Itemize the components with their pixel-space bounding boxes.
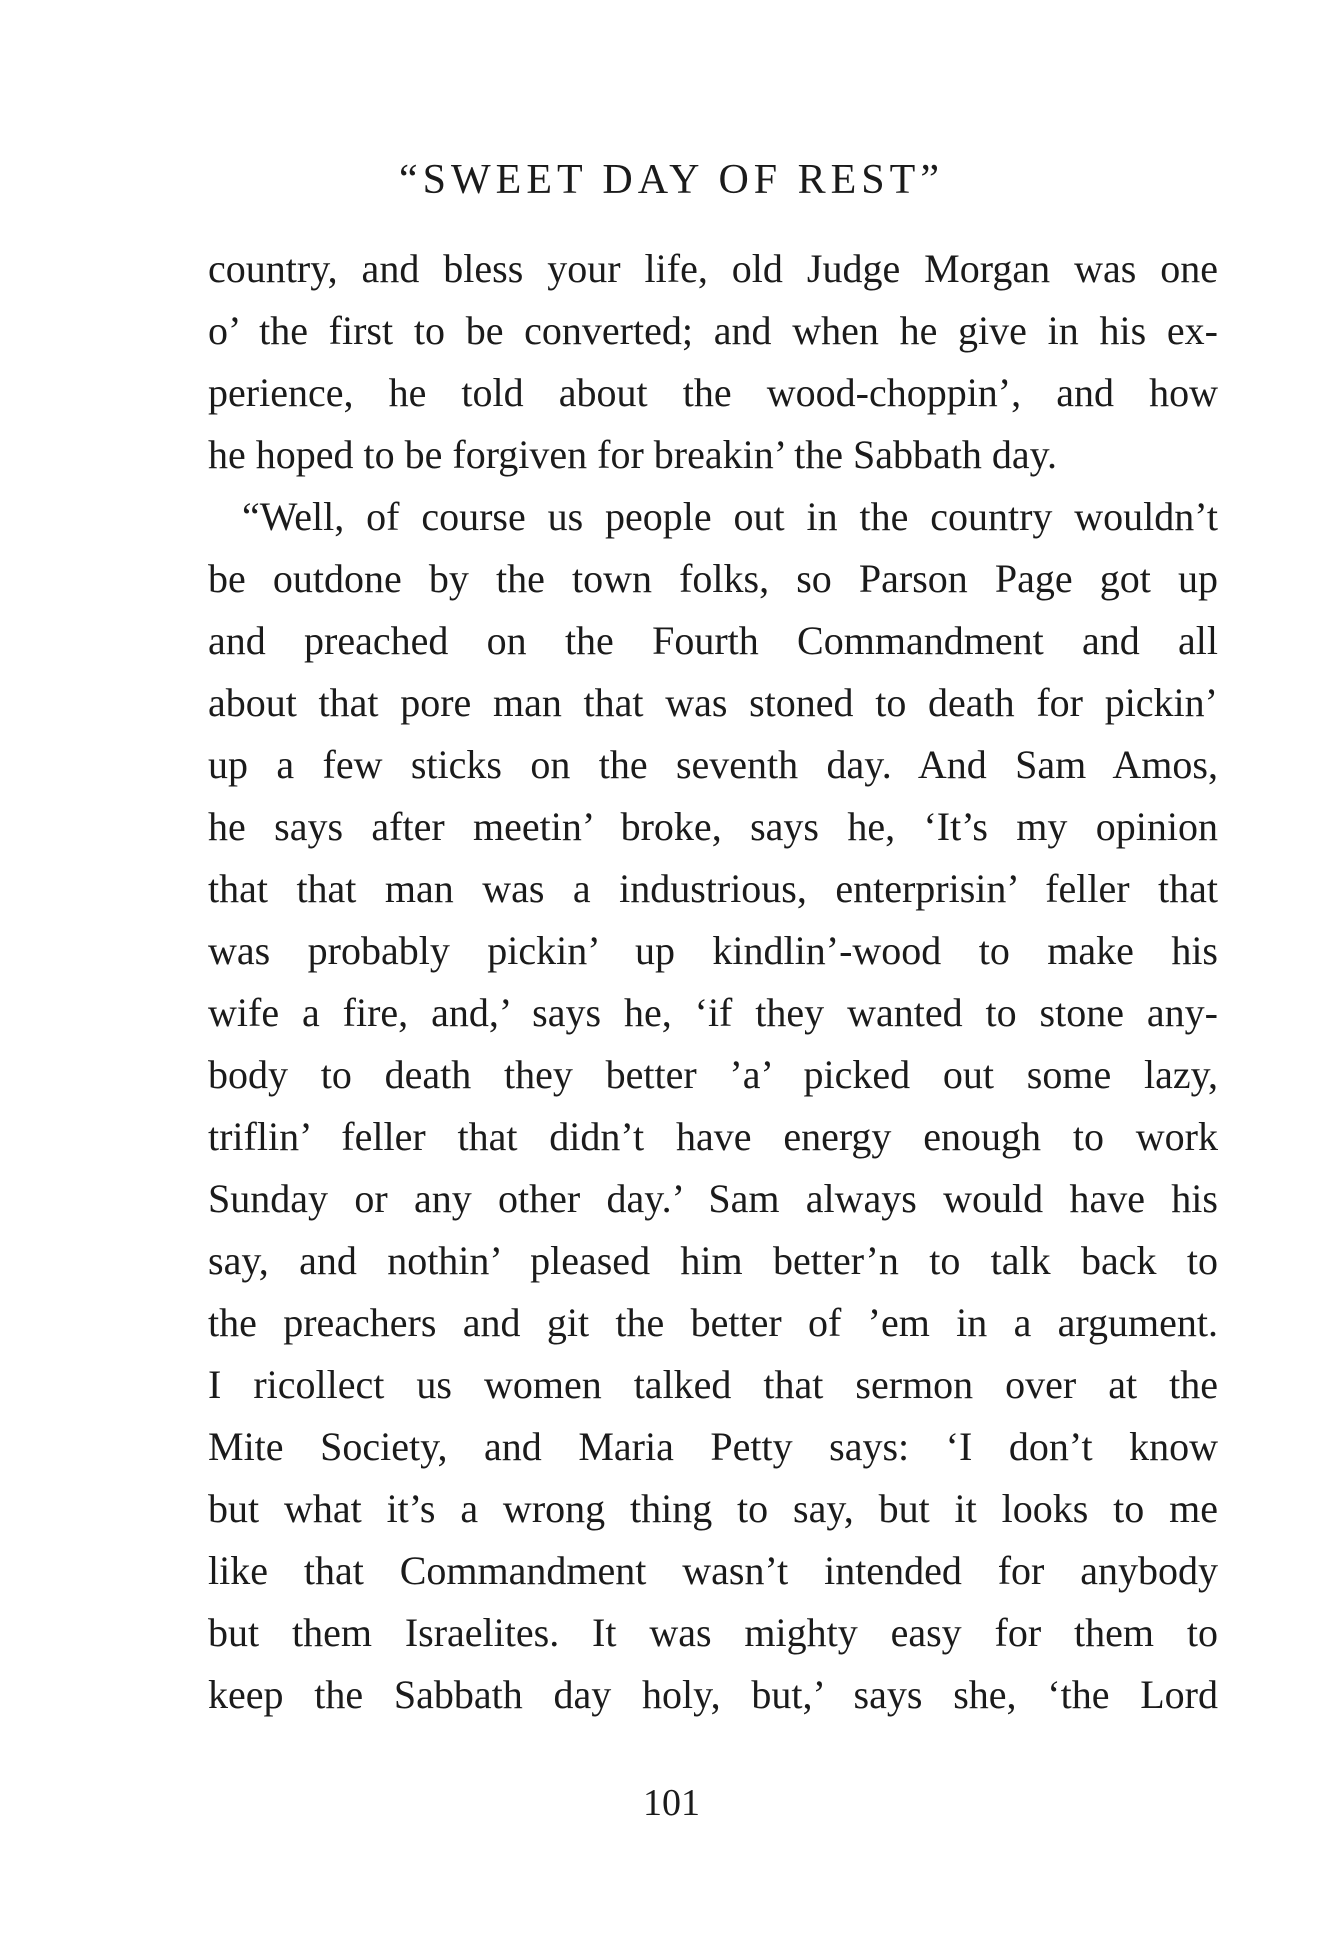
text-line: wife a fire, and,’ says he, ‘if they wanted to stone any-	[208, 990, 1218, 1035]
text-line: like that Commandment wasn’t intended for anybody	[208, 1548, 1218, 1593]
text-line: I ricollect us women talked that sermon over at the	[208, 1362, 1218, 1407]
text-line: body to death they better ’a’ picked out some lazy,	[208, 1052, 1218, 1097]
text-line: Sunday or any other day.’ Sam always would have his	[208, 1176, 1218, 1221]
text-line: he says after meetin’ broke, says he, ‘It’s my opinion	[208, 804, 1218, 849]
text-line: perience, he told about the wood-choppin’, and how	[208, 370, 1218, 415]
text-line: was probably pickin’ up kindlin’-wood to make his	[208, 928, 1218, 973]
text-line: up a few sticks on the seventh day. And Sam Amos,	[208, 742, 1218, 787]
text-line: but them Israelites. It was mighty easy for them to	[208, 1610, 1218, 1655]
text-line: be outdone by the town folks, so Parson Page got up	[208, 556, 1218, 601]
text-line: triflin’ feller that didn’t have energy enough to work	[208, 1114, 1218, 1159]
text-line: say, and nothin’ pleased him better’n to talk back to	[208, 1238, 1218, 1283]
body-text	[208, 238, 1218, 1726]
text-line: and preached on the Fourth Commandment and all	[208, 618, 1218, 663]
text-line: he hoped to be forgiven for breakin’ the Sabbath day.	[208, 432, 1057, 477]
text-line: but what it’s a wrong thing to say, but it looks to me	[208, 1486, 1218, 1531]
running-head: “SWEET DAY OF REST”	[399, 157, 944, 203]
text-line: country, and bless your life, old Judge Morgan was one	[208, 246, 1218, 291]
text-line: o’ the first to be converted; and when he give in his ex-	[208, 308, 1218, 353]
text-line: that that man was a industrious, enterprisin’ feller that	[208, 866, 1218, 911]
page-number: 101	[643, 1782, 700, 1824]
text-line: Mite Society, and Maria Petty says: ‘I don’t know	[208, 1424, 1218, 1469]
text-line: “Well, of course us people out in the country wouldn’t	[242, 494, 1218, 539]
text-line: about that pore man that was stoned to death for pickin’	[208, 680, 1218, 725]
text-line: keep the Sabbath day holy, but,’ says she, ‘the Lord	[208, 1672, 1218, 1717]
text-line: the preachers and git the better of ’em in a argument.	[208, 1300, 1218, 1345]
